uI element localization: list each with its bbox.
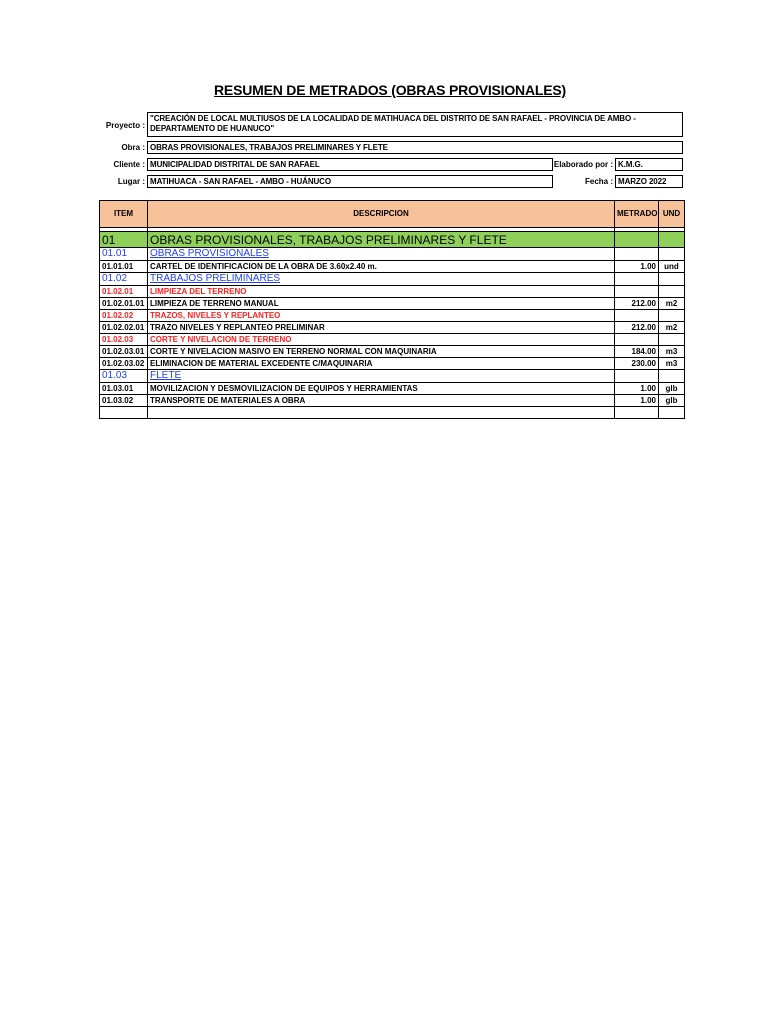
fecha-field: MARZO 2022 — [615, 175, 683, 188]
proyecto-field: "CREACIÓN DE LOCAL MULTIUSOS DE LA LOCALIDAD DE MATIHUACA DEL DISTRITO DE SAN RAFAEL - PROVINCIA DE AMBO - DEPARTAMENTO DE HUANUCO" — [147, 112, 683, 137]
elaborado-label: Elaborado por : — [553, 160, 613, 169]
description-cell: TRANSPORTE DE MATERIALES A OBRA — [148, 395, 615, 407]
item-cell: 01.02.01.01 — [100, 298, 148, 310]
item-cell: 01 — [100, 232, 148, 248]
metrado-cell — [615, 334, 659, 346]
empty-cell — [615, 407, 659, 419]
obra-field: OBRAS PROVISIONALES, TRABAJOS PRELIMINARES Y FLETE — [147, 141, 683, 154]
table-row — [100, 261, 685, 273]
unit-cell — [659, 286, 685, 298]
empty-cell — [100, 407, 148, 419]
item-cell: 01.02.02 — [100, 310, 148, 322]
unit-cell — [659, 370, 685, 383]
description-cell: TRAZOS, NIVELES Y REPLANTEO — [148, 310, 615, 322]
cliente-field: MUNICIPALIDAD DISTRITAL DE SAN RAFAEL — [147, 158, 553, 171]
item-cell: 01.01 — [100, 248, 148, 261]
table-row — [100, 298, 685, 310]
item-cell: 01.02.03.02 — [100, 358, 148, 370]
description-cell: CARTEL DE IDENTIFICACION DE LA OBRA DE 3.60x2.40 m. — [148, 261, 615, 273]
table-row — [100, 232, 685, 248]
table-row — [100, 322, 685, 334]
table-row — [100, 310, 685, 322]
item-cell: 01.02 — [100, 273, 148, 286]
description-cell: TRABAJOS PRELIMINARES — [148, 273, 615, 286]
metrados-table — [99, 200, 685, 419]
metrado-cell: 212.00 — [615, 322, 659, 334]
table-row — [100, 358, 685, 370]
unit-cell — [659, 273, 685, 286]
empty-cell — [148, 407, 615, 419]
description-cell: MOVILIZACION Y DESMOVILIZACION DE EQUIPOS Y HERRAMIENTAS — [148, 383, 615, 395]
unit-cell — [659, 232, 685, 248]
metrado-cell: 230.00 — [615, 358, 659, 370]
item-cell: 01.02.01 — [100, 286, 148, 298]
metrado-cell — [615, 273, 659, 286]
unit-cell — [659, 310, 685, 322]
description-cell: CORTE Y NIVELACION DE TERRENO — [148, 334, 615, 346]
table-row — [100, 248, 685, 261]
item-cell: 01.02.02.01 — [100, 322, 148, 334]
item-cell: 01.03 — [100, 370, 148, 383]
lugar-field: MATIHUACA - SAN RAFAEL - AMBO - HUÁNUCO — [147, 175, 553, 188]
column-header-descripcion: DESCRIPCION — [148, 201, 615, 228]
table-row — [100, 334, 685, 346]
table-row — [100, 273, 685, 286]
table-header-row — [100, 201, 685, 228]
table-row — [100, 383, 685, 395]
table-row — [100, 346, 685, 358]
description-cell: CORTE Y NIVELACION MASIVO EN TERRENO NORMAL CON MAQUINARIA — [148, 346, 615, 358]
unit-cell: m3 — [659, 358, 685, 370]
column-header-metrado: METRADO — [615, 201, 659, 228]
item-cell: 01.01.01 — [100, 261, 148, 273]
table-row — [100, 395, 685, 407]
table-row — [100, 370, 685, 383]
metrado-cell: 184.00 — [615, 346, 659, 358]
metrado-cell — [615, 232, 659, 248]
description-cell: OBRAS PROVISIONALES, TRABAJOS PRELIMINARES Y FLETE — [148, 232, 615, 248]
lugar-label: Lugar : — [117, 177, 145, 186]
item-cell: 01.03.02 — [100, 395, 148, 407]
metrado-cell: 212.00 — [615, 298, 659, 310]
unit-cell — [659, 248, 685, 261]
fecha-label: Fecha : — [584, 177, 613, 186]
column-header-item: ITEM — [100, 201, 148, 228]
metrado-cell: 1.00 — [615, 261, 659, 273]
description-cell: LIMPIEZA DEL TERRENO — [148, 286, 615, 298]
description-cell: OBRAS PROVISIONALES — [148, 248, 615, 261]
metrado-cell: 1.00 — [615, 383, 659, 395]
metrado-cell — [615, 310, 659, 322]
description-cell: FLETE — [148, 370, 615, 383]
elaborado-field: K.M.G. — [615, 158, 683, 171]
unit-cell: und — [659, 261, 685, 273]
cliente-label: Cliente : — [113, 160, 145, 169]
metrado-cell — [615, 370, 659, 383]
table-body — [100, 228, 685, 419]
unit-cell: glb — [659, 383, 685, 395]
unit-cell: m2 — [659, 322, 685, 334]
table-row — [100, 286, 685, 298]
description-cell: TRAZO NIVELES Y REPLANTEO PRELIMINAR — [148, 322, 615, 334]
obra-label: Obra : — [121, 143, 145, 152]
empty-cell — [659, 407, 685, 419]
unit-cell: m3 — [659, 346, 685, 358]
metrado-cell — [615, 248, 659, 261]
column-header-und: UND — [659, 201, 685, 228]
page-title: RESUMEN DE METRADOS (OBRAS PROVISIONALES) — [214, 82, 566, 98]
item-cell: 01.02.03.01 — [100, 346, 148, 358]
item-cell: 01.02.03 — [100, 334, 148, 346]
table-empty-row — [100, 407, 685, 419]
metrado-cell: 1.00 — [615, 395, 659, 407]
unit-cell: glb — [659, 395, 685, 407]
unit-cell — [659, 334, 685, 346]
unit-cell: m2 — [659, 298, 685, 310]
proyecto-label: Proyecto : — [105, 121, 145, 130]
metrado-cell — [615, 286, 659, 298]
item-cell: 01.03.01 — [100, 383, 148, 395]
description-cell: ELIMINACION DE MATERIAL EXCEDENTE C/MAQUINARIA — [148, 358, 615, 370]
description-cell: LIMPIEZA DE TERRENO MANUAL — [148, 298, 615, 310]
